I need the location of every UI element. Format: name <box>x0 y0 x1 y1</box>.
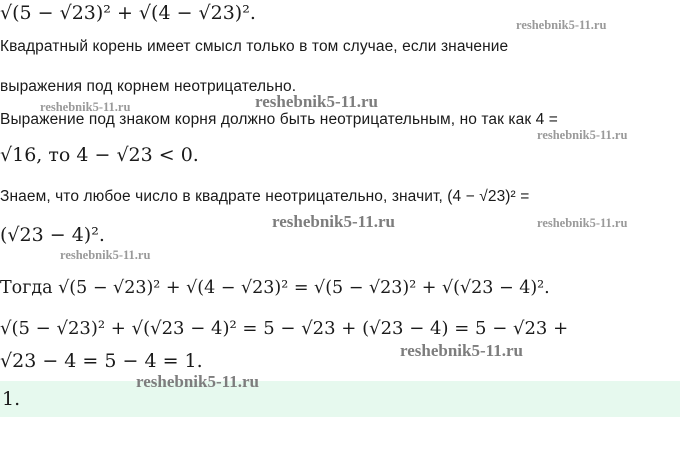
answer-value: 1. <box>2 388 21 410</box>
watermark: reshebnik5-11.ru <box>255 92 378 111</box>
text-line-meaning: Квадратный корень имеет смысл только в том случае, если значение <box>0 38 509 55</box>
watermark: reshebnik5-11.ru <box>272 212 395 231</box>
watermark: reshebnik5-11.ru <box>537 128 628 142</box>
math-line-comparison: √16, то 4 − √23 < 0. <box>0 144 199 166</box>
watermark: reshebnik5-11.ru <box>60 248 151 262</box>
text-line-square-nonnegative: Знаем, что любое число в квадрате неотрицательно, значит, (4 − √23)² = <box>0 188 530 205</box>
math-line-simplify: √(5 − √23)² + √(√23 − 4)² = 5 − √23 + (√23 − 4) = 5 − √23 + <box>0 318 569 339</box>
math-line-identity: (√23 − 4)². <box>0 224 105 246</box>
watermark: reshebnik5-11.ru <box>516 18 607 32</box>
text-line-expression-under-root: Выражение под знаком корня должно быть неотрицательным, но так как 4 = <box>0 111 558 128</box>
answer-box <box>0 381 680 417</box>
math-line-then: Тогда √(5 − √23)² + √(4 − √23)² = √(5 − √23)² + √(√23 − 4)². <box>0 278 550 298</box>
watermark: reshebnik5-11.ru <box>400 341 523 360</box>
watermark: reshebnik5-11.ru <box>537 216 628 230</box>
math-line-result: √23 − 4 = 5 − 4 = 1. <box>0 350 203 372</box>
expression-line: √(5 − √23)² + √(4 − √23)². <box>0 2 256 24</box>
text-line-nonnegative: выражения под корнем неотрицательно. <box>0 78 297 95</box>
watermark: reshebnik5-11.ru <box>40 100 131 114</box>
watermark: reshebnik5-11.ru <box>136 372 259 391</box>
